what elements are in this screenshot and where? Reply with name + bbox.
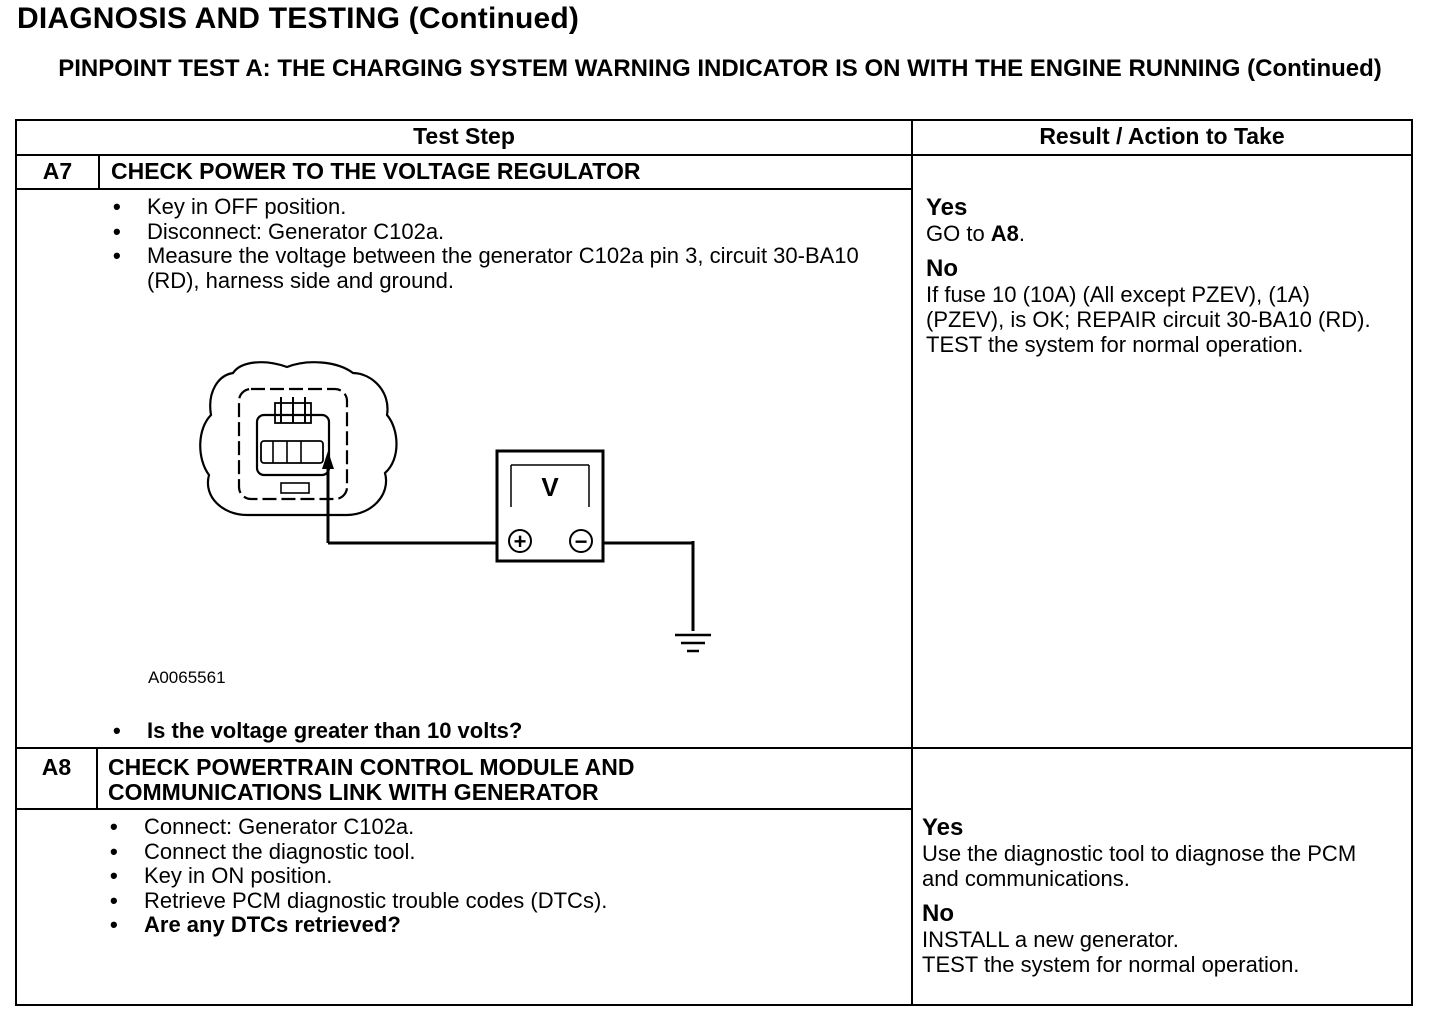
yes-label: Yes <box>922 814 964 841</box>
result-a7 <box>926 195 1396 357</box>
step-title-a7: CHECK POWER TO THE VOLTAGE REGULATOR <box>111 158 641 184</box>
connector-c102a-icon <box>200 362 396 515</box>
step-id-divider <box>98 156 100 189</box>
goto-step-link[interactable]: A8 <box>990 221 1019 246</box>
step-id-divider <box>96 749 98 808</box>
list-item: • Measure the voltage between the generator C102a pin 3, circuit 30-BA10 (RD), harness side and ground. <box>110 244 890 293</box>
list-item: • Connect the diagnostic tool. <box>107 840 897 865</box>
pinpoint-test-title: PINPOINT TEST A: THE CHARGING SYSTEM WARNING INDICATOR IS ON WITH THE ENGINE RUNNING (Continued) <box>58 55 1382 82</box>
yes-action-suffix: . <box>1018 221 1026 246</box>
meter-label: V <box>541 472 559 502</box>
no-action: If fuse 10 (10A) (All except PZEV), (1A) (PZEV), is OK; REPAIR circuit 30-BA10 (RD). TEST the system for normal operation. <box>926 282 1371 357</box>
no-label: No <box>926 255 958 282</box>
list-item: • Retrieve PCM diagnostic trouble codes (DTCs). <box>107 889 897 914</box>
column-header-test-step: Test Step <box>413 123 515 149</box>
step-title-divider <box>17 188 911 190</box>
step-a7-instructions <box>110 195 890 293</box>
no-action-line-1: INSTALL a new generator. <box>922 927 1179 952</box>
column-divider <box>911 121 913 1005</box>
step-a8-instructions <box>107 815 897 938</box>
step-a7-question: • Is the voltage greater than 10 volts? <box>110 718 522 744</box>
step-title-divider <box>17 808 911 810</box>
page-title: DIAGNOSIS AND TESTING (Continued) <box>17 2 580 35</box>
yes-label: Yes <box>926 194 968 221</box>
list-item: • Key in OFF position. <box>110 195 890 220</box>
step-title-a8: CHECK POWERTRAIN CONTROL MODULE AND COMMUNICATIONS LINK WITH GENERATOR <box>108 754 635 805</box>
figure-id: A0065561 <box>148 668 226 687</box>
voltmeter-diagram <box>195 355 725 665</box>
yes-action <box>926 221 1396 246</box>
minus-sign: − <box>574 529 588 554</box>
list-item: • Key in ON position. <box>107 864 897 889</box>
yes-action-text: GO to <box>926 221 991 246</box>
row-divider <box>17 747 1411 749</box>
column-header-result: Result / Action to Take <box>1039 123 1285 149</box>
header-divider <box>17 154 1411 156</box>
yes-action: Use the diagnostic tool to diagnose the PCM and communications. <box>922 841 1357 891</box>
step-id-a7: A7 <box>42 158 73 184</box>
step-id-a8: A8 <box>41 754 72 780</box>
list-item: • Connect: Generator C102a. <box>107 815 897 840</box>
no-label: No <box>922 900 954 927</box>
step-a8-question: • Are any DTCs retrieved? <box>107 913 897 938</box>
no-action-line-2: TEST the system for normal operation. <box>922 952 1300 977</box>
plus-sign: + <box>513 529 527 554</box>
ground-symbol-icon <box>675 635 711 651</box>
connector-cavity-icon <box>257 415 329 475</box>
list-item: • Disconnect: Generator C102a. <box>110 220 890 245</box>
result-a8 <box>922 815 1397 977</box>
